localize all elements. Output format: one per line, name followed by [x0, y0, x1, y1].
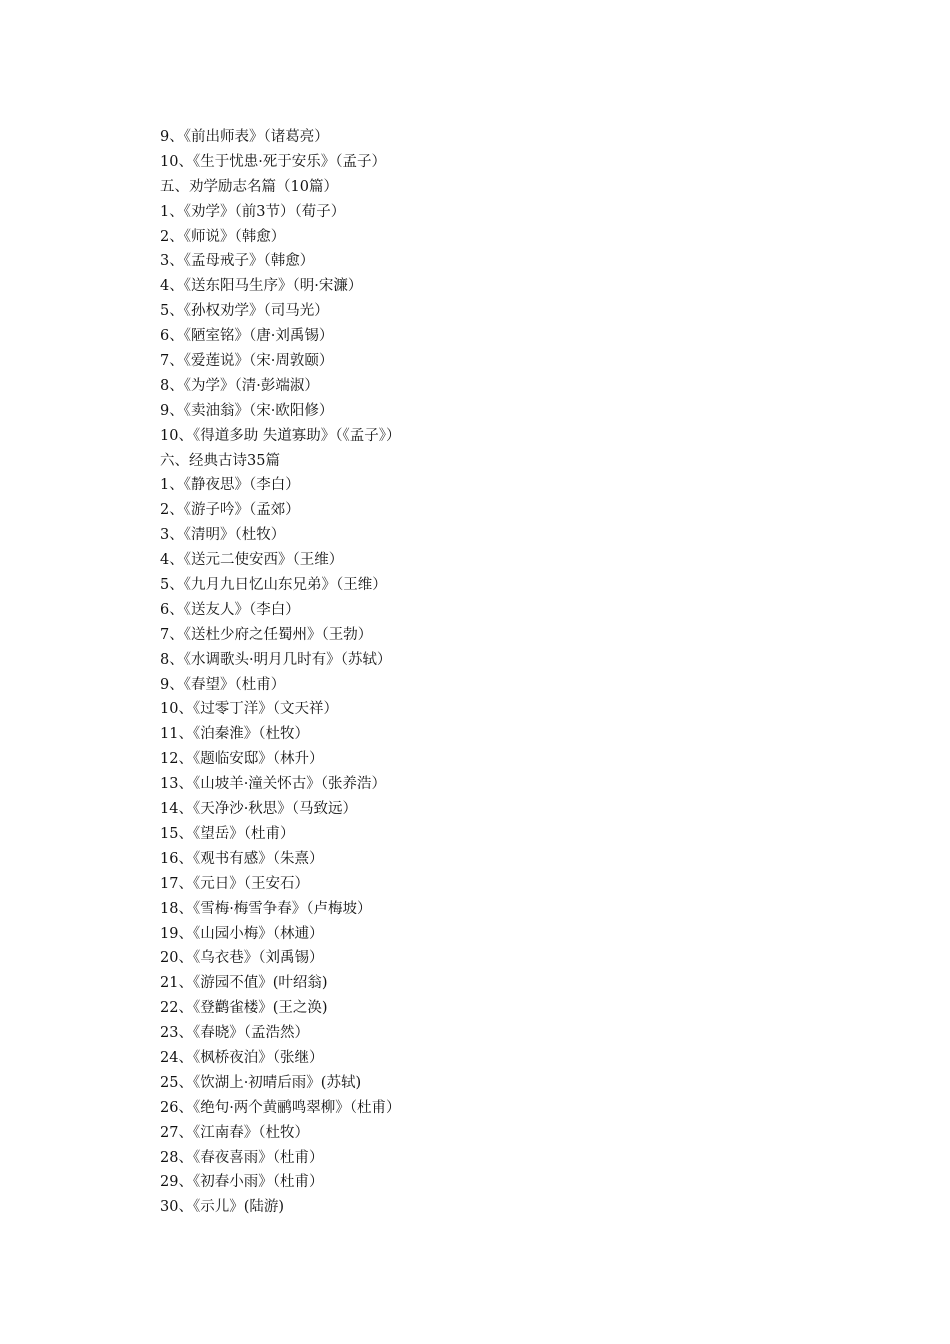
list-item: 10、《得道多助 失道寡助》（《孟子》）	[160, 427, 401, 444]
list-item: 9、《春望》（杜甫）	[160, 676, 286, 693]
document-body	[160, 125, 860, 1220]
list-item: 8、《为学》（清·彭端淑）	[160, 377, 319, 394]
list-item: 6、《送友人》（李白）	[160, 601, 300, 618]
list-item: 20、《乌衣巷》（刘禹锡）	[160, 950, 324, 967]
list-item: 1、《静夜思》（李白）	[160, 477, 300, 494]
list-item: 29、《初春小雨》（杜甫）	[160, 1174, 324, 1191]
list-item: 25、《饮湖上·初晴后雨》(苏轼)	[160, 1074, 362, 1091]
list-item: 2、《师说》（韩愈）	[160, 228, 286, 245]
section-heading: 五、劝学励志名篇（10篇）	[160, 178, 338, 195]
list-item: 22、《登鹳雀楼》(王之涣)	[160, 1000, 328, 1017]
list-item: 4、《送东阳马生序》（明·宋濂）	[160, 278, 363, 295]
list-item: 5、《九月九日忆山东兄弟》（王维）	[160, 577, 387, 594]
list-item: 10、《过零丁洋》（文天祥）	[160, 701, 338, 718]
list-item: 17、《元日》（王安石）	[160, 875, 309, 892]
list-item: 24、《枫桥夜泊》（张继）	[160, 1049, 324, 1066]
list-item: 26、《绝句·两个黄鹂鸣翠柳》（杜甫）	[160, 1099, 401, 1116]
list-item: 23、《春晓》（孟浩然）	[160, 1025, 309, 1042]
list-item: 12、《题临安邸》（林升）	[160, 751, 324, 768]
list-item: 11、《泊秦淮》（杜牧）	[160, 726, 309, 743]
list-item: 7、《送杜少府之任蜀州》（王勃）	[160, 626, 373, 643]
list-item: 16、《观书有感》（朱熹）	[160, 850, 324, 867]
list-item: 14、《天净沙·秋思》（马致远）	[160, 801, 358, 818]
list-item: 7、《爱莲说》（宋·周敦颐）	[160, 353, 334, 370]
list-item: 13、《山坡羊·潼关怀古》（张养浩）	[160, 776, 387, 793]
list-item: 9、《卖油翁》（宋·欧阳修）	[160, 402, 334, 419]
list-item: 5、《孙权劝学》（司马光）	[160, 303, 329, 320]
list-item: 8、《水调歌头·明月几时有》（苏轼）	[160, 651, 392, 668]
list-item: 4、《送元二使安西》（王维）	[160, 552, 344, 569]
list-item: 15、《望岳》（杜甫）	[160, 825, 295, 842]
list-item: 6、《陋室铭》（唐·刘禹锡）	[160, 328, 334, 345]
list-item: 18、《雪梅·梅雪争春》（卢梅坡）	[160, 900, 372, 917]
list-item: 2、《游子吟》（孟郊）	[160, 502, 300, 519]
list-item: 27、《江南春》（杜牧）	[160, 1124, 309, 1141]
list-item: 28、《春夜喜雨》（杜甫）	[160, 1149, 324, 1166]
list-item: 30、《示儿》(陆游)	[160, 1199, 285, 1216]
list-item: 19、《山园小梅》（林逋）	[160, 925, 324, 942]
list-item: 3、《孟母戒子》（韩愈）	[160, 253, 315, 270]
list-item: 1、《劝学》（前3节）（荀子）	[160, 203, 346, 220]
list-item: 21、《游园不值》(叶绍翁)	[160, 975, 328, 992]
list-item: 10、《生于忧患·死于安乐》（孟子）	[160, 153, 387, 170]
section-heading: 六、经典古诗35篇	[160, 452, 280, 469]
list-item: 9、《前出师表》（诸葛亮）	[160, 129, 329, 145]
list-item: 3、《清明》（杜牧）	[160, 527, 286, 544]
